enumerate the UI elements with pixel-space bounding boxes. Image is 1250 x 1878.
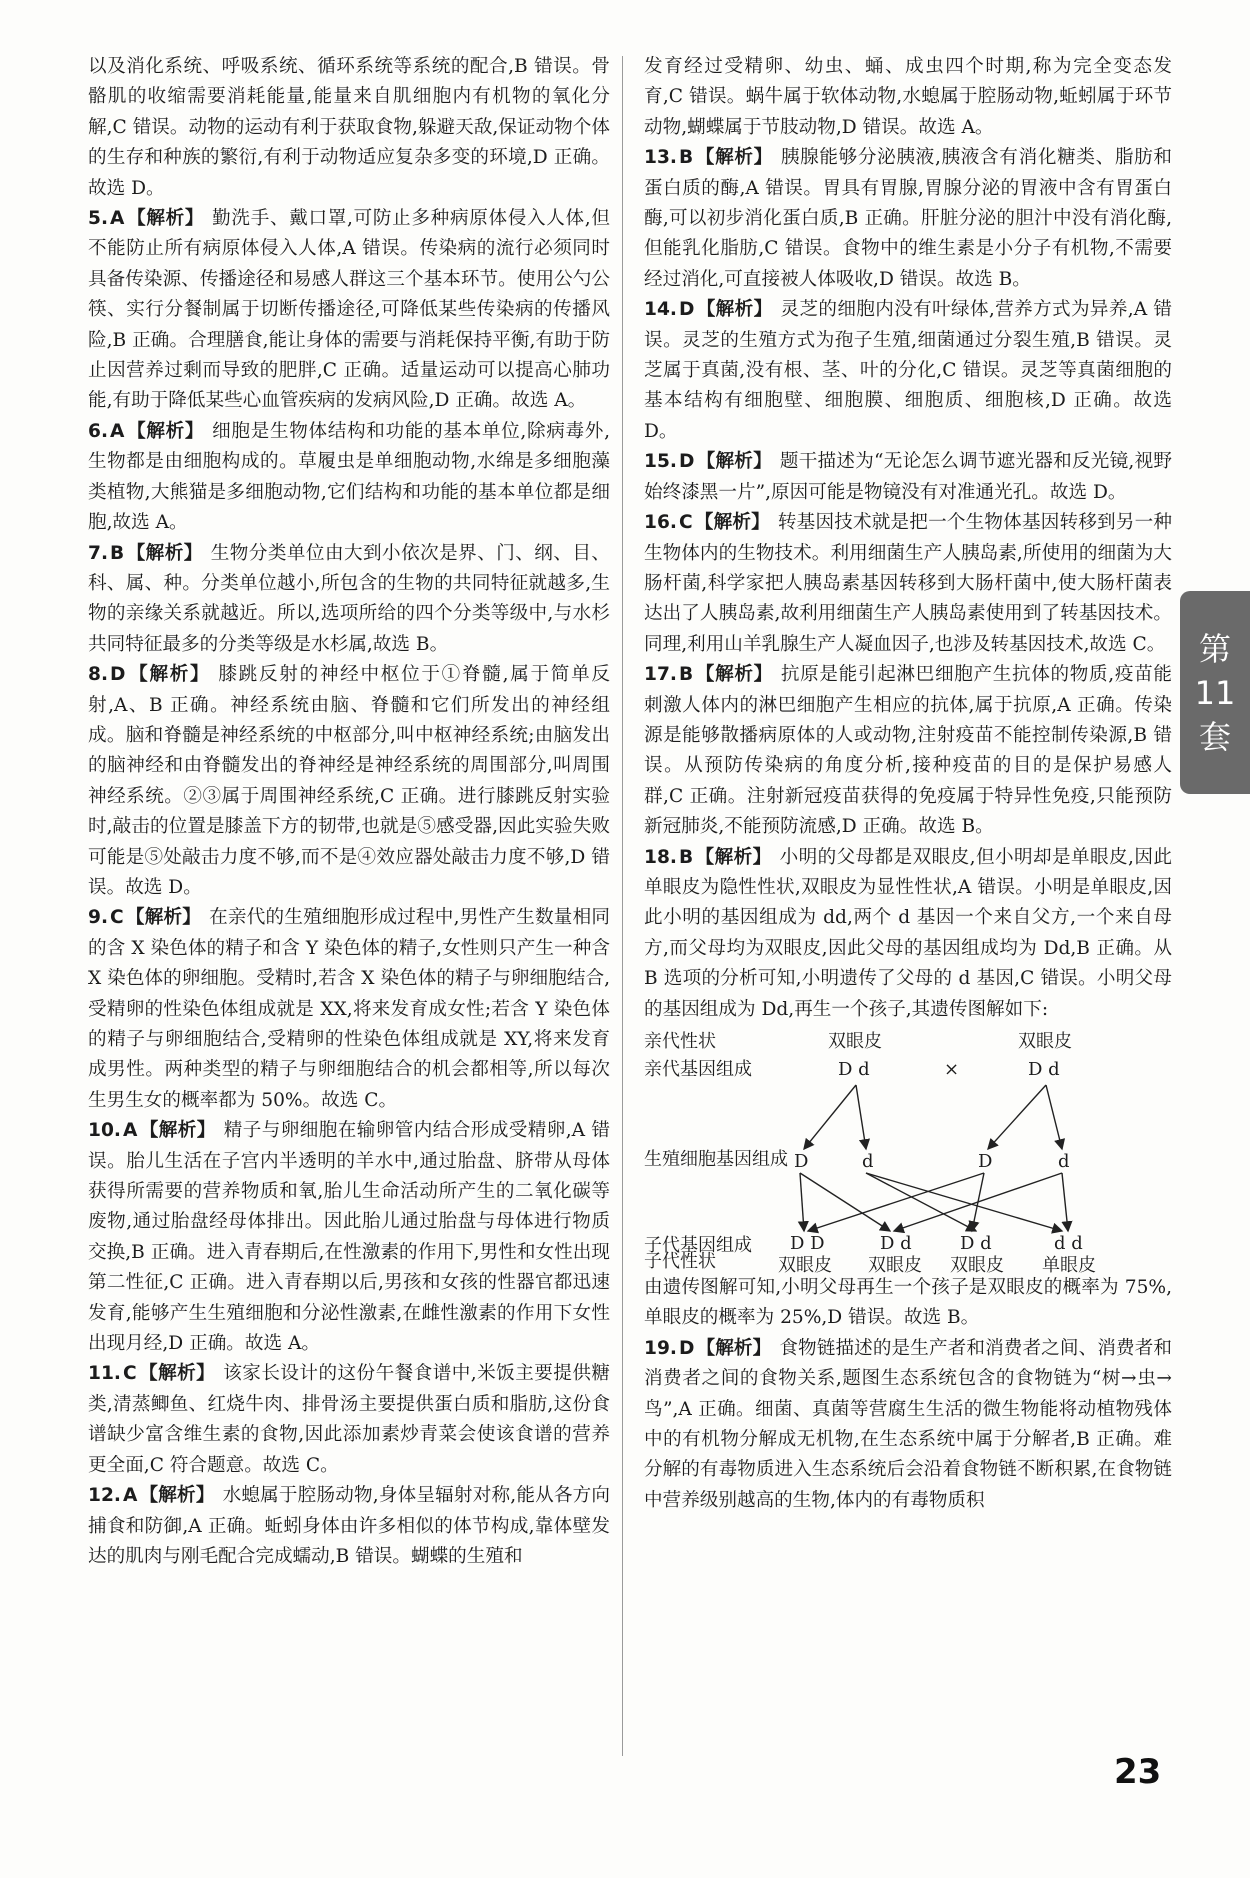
- column-divider: [622, 56, 623, 1756]
- child-2-genes: D d: [880, 1233, 912, 1254]
- parent2-genes: D d: [1028, 1059, 1060, 1080]
- question-9: 9. C 【解析】 在亲代的生殖细胞形成过程中,男性产生数量相同的含 X 染色体的精子和含 Y 染色体的精子,女性则只产生一种含 X 染色体的卵细胞。受精时,若含 X 染色体的精子与卵细胞结合,受精卵的性染色体组成就是 XX,将来发育成女性;若含 Y 染色体的精子与卵细胞结合,受精卵的性染色体组成就是 XY,将来发育成男性。两种类型的精子与卵细胞结合的机会都相等,所以每次生男生女的概率都为 50%。故选 C。: [88, 907, 610, 1111]
- question-14: 14. D 【解析】 灵芝的细胞内没有叶绿体,营养方式为异养,A 错误。灵芝的生殖方式为孢子生殖,细菌通过分裂生殖,B 错误。灵芝属于真菌,没有根、茎、叶的分化,C 错误。灵芝等真菌细胞的基本结构有细胞壁、细胞膜、细胞质、细胞核,D 正确。故选 D。: [644, 299, 1172, 442]
- parent2-trait: 双眼皮: [1018, 1031, 1072, 1052]
- question-11: 11. C 【解析】 该家长设计的这份午餐食谱中,米饭主要提供糖类,清蒸鲫鱼、红烧牛肉、排骨汤主要提供蛋白质和脂肪,这份食谱缺少富含维生素的食物,因此添加素炒青菜会使该食谱的营养更全面,C 符合题意。故选 C。: [88, 1363, 610, 1476]
- question-6: 6. A 【解析】 细胞是生物体结构和功能的基本单位,除病毒外,生物都是由细胞构成的。草履虫是单细胞动物,水绵是多细胞藻类植物,大熊猫是多细胞动物,它们结构和功能的基本单位都是细胞,故选 A。: [88, 420, 610, 534]
- inheritance-diagram: [644, 1025, 1172, 1276]
- question-13: 13. B 【解析】 胰腺能够分泌胰液,胰液含有消化糖类、脂肪和蛋白质的酶,A 错误。胃具有胃腺,胃腺分泌的胃液中含有胃蛋白酶,可以初步消化蛋白质,B 正确。肝脏分泌的胆汁中没有消化酶,但能乳化脂肪,C 错误。食物中的维生素是小分子有机物,不需要经过消化,可直接被人体吸收,D 错误。故选 B。: [644, 147, 1172, 290]
- cross-symbol: ×: [944, 1059, 960, 1080]
- label-parent-traits: 亲代性状: [644, 1031, 716, 1052]
- question-16: 16. C 【解析】 转基因技术就是把一个生物体基因转移到另一种生物体内的生物技术。利用细菌生产人胰岛素,所使用的细菌为大肠杆菌,科学家把人胰岛素基因转移到大肠杆菌中,使大肠杆菌表达出了人胰岛素,故利用细菌生产人胰岛素使用到了转基因技术。同理,利用山羊乳腺生产人凝血因子,也涉及转基因技术,故选 C。: [644, 512, 1172, 655]
- side-tab-line-3: 套: [1198, 717, 1231, 756]
- gamete-2: d: [862, 1151, 874, 1172]
- label-gamete-genes: 生殖细胞基因组成: [644, 1149, 788, 1170]
- parent1-trait: 双眼皮: [828, 1031, 882, 1052]
- right-column: [644, 52, 1172, 1516]
- arrow-p1-gd: [856, 1085, 866, 1149]
- label-child-traits: 子代性状: [644, 1251, 716, 1272]
- page-number: 23: [1114, 1752, 1162, 1792]
- question-7: 7. B 【解析】 生物分类单位由大到小依次是界、门、纲、目、科、属、种。分类单位越小,所包含的生物的共同特征就越多,生物的亲缘关系就越近。所以,选项所给的四个分类等级中,与水杉共同特征最多的分类等级是水杉属,故选 B。: [88, 542, 610, 655]
- question-17: 17. B 【解析】 抗原是能引起淋巴细胞产生抗体的物质,疫苗能刺激人体内的淋巴细胞产生相应的抗体,属于抗原,A 正确。传染源是能够散播病原体的人或动物,注射疫苗不能控制传染源,B 错误。从预防传染病的角度分析,接种疫苗的目的是保护易感人群,C 正确。注射新冠疫苗获得的免疫属于特异性免疫,只能预防新冠肺炎,不能预防流感,D 正确。故选 B。: [644, 664, 1172, 838]
- question-10: 10. A 【解析】 精子与卵细胞在输卵管内结合形成受精卵,A 错误。胎儿生活在子宫内半透明的羊水中,通过胎盘、脐带从母体获得所需要的营养物质和氧,胎儿生命活动所产生的二氧化碳等废物,通过胎盘经母体排出。因此胎儿通过胎盘与母体进行物质交换,B 正确。进入青春期后,在性激素的作用下,男性和女性出现第二性征,C 正确。进入青春期以后,男孩和女孩的性器官都迅速发育,能够产生生殖细胞和分泌性激素,在雌性激素的作用下女性出现月经,D 正确。故选 A。: [88, 1120, 610, 1355]
- child-2-trait: 双眼皮: [868, 1255, 922, 1276]
- child-1-trait: 双眼皮: [778, 1255, 832, 1276]
- right-intro-paragraph: 发育经过受精卵、幼虫、蛹、成虫四个时期,称为完全变态发育,C 错误。蜗牛属于软体动物,水螅属于腔肠动物,蚯蚓属于环节动物,蝴蝶属于节肢动物,D 错误。故选 A。: [644, 56, 1172, 138]
- question-18: 18. B 【解析】 小明的父母都是双眼皮,但小明却是单眼皮,因此单眼皮为隐性性状,双眼皮为显性性状,A 错误。小明是单眼皮,因此小明的基因组成为 dd,两个 d 基因一个来自父方,一个来自母方,而父母均为双眼皮,因此父母的基因组成均为 Dd,B 正确。从 B 选项的分析可知,小明遗传了父母的 d 基因,C 错误。小明父母的基因组成为 Dd,再生一个孩子,其遗传图解如下:: [644, 846, 1172, 1020]
- child-1-genes: D D: [790, 1233, 825, 1254]
- section-side-tab: [1180, 591, 1250, 794]
- parent1-genes: D d: [838, 1059, 870, 1080]
- arrow-gD1-Dd: [800, 1173, 890, 1231]
- arrow-p1-gD: [804, 1085, 856, 1149]
- gamete-1: D: [794, 1151, 809, 1172]
- side-tab-line-2: 11: [1194, 673, 1236, 712]
- arrow-gD1-DD: [800, 1173, 804, 1231]
- side-tab-line-1: 第: [1198, 629, 1231, 668]
- question-15: 15. D 【解析】 题干描述为“无论怎么调节遮光器和反光镜,视野始终漆黑一片”,原因可能是物镜没有对准通光孔。故选 D。: [644, 451, 1172, 503]
- question-12: 12. A 【解析】 水螅属于腔肠动物,身体呈辐射对称,能从各方向捕食和防御,A 正确。蚯蚓身体由许多相似的体节构成,靠体壁发达的肌肉与刚毛配合完成蠕动,B 错误。蝴蝶的生殖和: [88, 1485, 610, 1567]
- arrow-p2-gD: [988, 1085, 1046, 1149]
- arrow-gd2-dd: [1062, 1173, 1068, 1231]
- child-4-trait: 单眼皮: [1042, 1255, 1096, 1276]
- question-8: 8. D 【解析】 膝跳反射的神经中枢位于①脊髓,属于简单反射,A、B 正确。神经系统由脑、脊髓和它们所发出的神经组成。脑和脊髓是神经系统的中枢部分,叫中枢神经系统;由脑发出的脑神经和由脊髓发出的脊神经是神经系统的周围部分,叫周围神经系统。②③属于周围神经系统,C 正确。进行膝跳反射实验时,敲击的位置是膝盖下方的韧带,也就是⑤感受器,因此实验失败可能是⑤处敲击力度不够,而不是④效应器处敲击力度不够,D 错误。故选 D。: [88, 664, 610, 898]
- arrow-gd2-Dd: [894, 1173, 1062, 1231]
- arrow-p2-gd: [1046, 1085, 1062, 1149]
- gamete-3: D: [978, 1151, 993, 1172]
- label-child-genes: 子代基因组成: [644, 1235, 752, 1256]
- child-3-trait: 双眼皮: [950, 1255, 1004, 1276]
- left-column: [88, 52, 610, 1572]
- question-19: 19. D 【解析】 食物链描述的是生产者和消费者之间、消费者和消费者之间的食物关系,题图生态系统包含的食物链为“树→虫→鸟”,A 正确。细菌、真菌等营腐生生活的微生物能将动植物残体中的有机物分解成无机物,在生态系统中属于分解者,B 正确。难分解的有毒物质进入生态系统后会沿着食物链不断积累,在食物链中营养级别越高的生物,体内的有毒物质积: [644, 1337, 1172, 1511]
- label-parent-genes: 亲代基因组成: [644, 1059, 752, 1080]
- gamete-4: d: [1058, 1151, 1070, 1172]
- left-intro-paragraph: 以及消化系统、呼吸系统、循环系统等系统的配合,B 错误。骨骼肌的收缩需要消耗能量,能量来自肌细胞内有机物的氧化分解,C 错误。动物的运动有利于获取食物,躲避天敌,保证动物个体的生存和种族的繁衍,有利于动物适应复杂多变的环境,D 正确。故选 D。: [88, 56, 610, 199]
- child-4-genes: d d: [1054, 1233, 1083, 1254]
- question-5: 5. A 【解析】 勤洗手、戴口罩,可防止多种病原体侵入人体,但不能防止所有病原体侵入人体,A 错误。传染病的流行必须同时具备传染源、传播途径和易感人群这三个基本环节。使用公勺公筷、实行分餐制属于切断传播途径,可降低某些传染病的传播风险,B 正确。合理膳食,能让身体的需要与消耗保持平衡,有助于防止因营养过剩而导致的肥胖,C 正确。适量运动可以提高心肺功能,有助于降低某些心血管疾病的发病风险,D 正确。故选 A。: [88, 208, 610, 412]
- diagram-conclusion: 由遗传图解可知,小明父母再生一个孩子是双眼皮的概率为 75%,单眼皮的概率为 25%,D 错误。故选 B。: [644, 1277, 1172, 1329]
- child-3-genes: D d: [960, 1233, 992, 1254]
